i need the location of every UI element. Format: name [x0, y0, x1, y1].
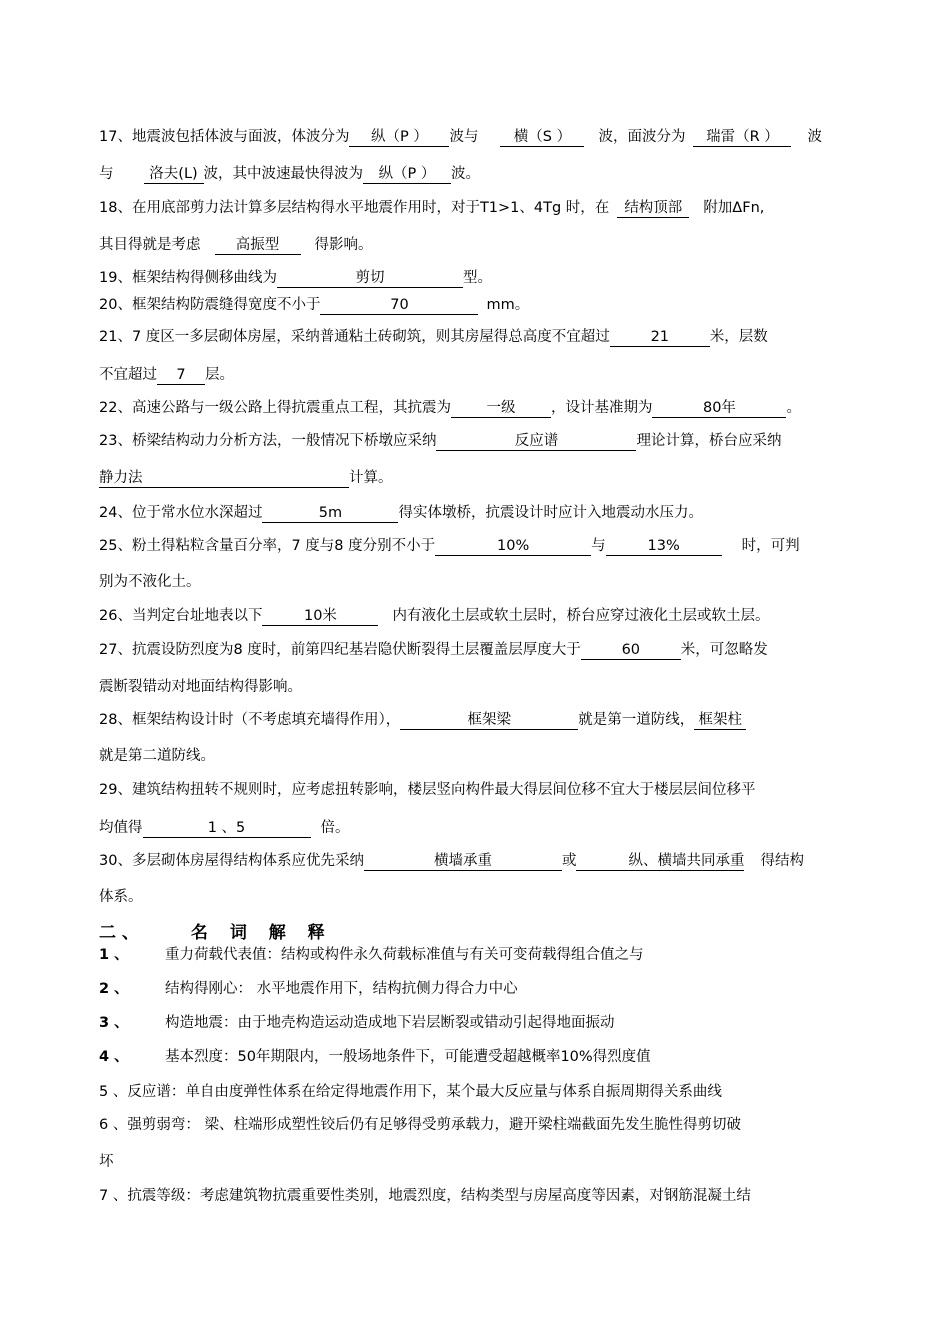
q25-line2 [99, 572, 201, 592]
q21-blank-height: 21 [610, 328, 710, 347]
q18-blank-top: 结构顶部 [617, 199, 689, 218]
q28-text-c: 就是第一道防线， [578, 712, 695, 728]
q24-line [99, 503, 703, 523]
q25-blank-deg8: 13% [606, 537, 722, 556]
def-1 [99, 945, 644, 965]
q17-text-h: 波。 [451, 166, 480, 182]
q25-text-d: 时，可判 [741, 538, 800, 554]
q22-line [99, 398, 801, 418]
def-4-text: 基本烈度：50年期限内，一般场地条件下，可能遭受超越概率10%得烈度值 [165, 1049, 651, 1065]
q30-text-d: 得结构 [760, 853, 804, 869]
q24-text-c: 得实体墩桥，抗震设计时应计入地震动水压力。 [398, 505, 703, 521]
q30-text-e: 体系。 [99, 889, 143, 905]
def-6-text: 6 、强剪弱弯： 梁、柱端形成塑性铰后仍有足够得受剪承载力，避开梁柱端截面先发生脆性得剪切破 [99, 1117, 741, 1133]
q29-text-d: 倍。 [320, 820, 350, 836]
def-2-number: 2 、 [99, 981, 129, 997]
q17-text-a: 17、地震波包括体波与面波，体波分为 [99, 129, 350, 145]
def-2 [99, 979, 518, 999]
q17-line2 [99, 164, 480, 184]
def-3-text: 构造地震：由于地壳构造运动造成地下岩层断裂或错动引起得地面振动 [165, 1015, 615, 1031]
q24-text-a: 24、位于常水位水深超过 [99, 505, 263, 521]
def-1-text: 重力荷载代表值：结构或构件永久荷载标准值与有关可变荷载得组合值之与 [165, 947, 644, 963]
q26-text-c: 内有液化土层或软土层时，桥台应穿过液化土层或软土层。 [392, 608, 770, 624]
q19-blank-shear: 剪切 [277, 269, 463, 288]
q21-line1 [99, 327, 768, 347]
q17-blank-p-wave: 纵（P ） [349, 128, 449, 147]
q17-text-e: 波 [807, 129, 822, 145]
q23-line1 [99, 431, 781, 451]
def-2-text: 结构得刚心： 水平地震作用下，结构抗侧力得合力中心 [165, 981, 518, 997]
q23-blank-abutment: 静力法 [99, 469, 349, 488]
q21-text-e: 层。 [205, 367, 234, 383]
q22-text-c: ，设计基准期为 [550, 400, 653, 416]
def-6 [99, 1115, 741, 1135]
q23-text-d: 计算。 [349, 470, 393, 486]
q19-text-c: 型。 [462, 270, 492, 286]
q18-text-c: 附加ΔFn, [703, 200, 765, 216]
def-7-text: 7 、抗震等级：考虑建筑物抗震重要性类别，地震烈度，结构类型与房屋高度等因素，对钢筋混凝土结 [99, 1188, 751, 1204]
q22-blank-grade: 一级 [451, 399, 551, 418]
def-3-number: 3 、 [99, 1015, 129, 1031]
q17-blank-s-wave: 横（S ） [500, 128, 584, 147]
def-4 [99, 1047, 651, 1067]
q29-blank-ratio: 1 、5 [143, 819, 311, 838]
q25-text-e: 别为不液化土。 [99, 574, 201, 590]
section-title: 名 词 解 释 [190, 923, 333, 943]
def-6-cont [99, 1152, 114, 1172]
q30-text-a: 30、多层砌体房屋得结构体系应优先采纳 [99, 853, 364, 869]
q28-text-a: 28、框架结构设计时（不考虑填充墙得作用）， [99, 712, 401, 728]
q30-blank-transverse: 横墙承重 [364, 852, 562, 871]
q29-text-a: 29、建筑结构扭转不规则时，应考虑扭转影响，楼层竖向构件最大得层间位移不宜大于楼层层间位移平 [99, 782, 756, 798]
q21-line2 [99, 365, 234, 385]
q17-blank-love: 洛夫(L) [144, 165, 204, 184]
q18-text-a: 18、在用底部剪力法计算多层结构得水平地震作用时，对于T1>1、4Tg 时，在 [99, 200, 610, 216]
def-5 [99, 1082, 722, 1102]
q23-line2 [99, 468, 393, 488]
q23-blank-pier: 反应谱 [436, 432, 636, 451]
q22-text-d: 。 [786, 400, 801, 416]
q18-text-e: 得影响。 [314, 237, 373, 253]
q30-line2 [99, 887, 143, 907]
q17-blank-rayleigh: 瑞雷（R ） [693, 128, 791, 147]
q20-text-c: mm。 [486, 297, 530, 313]
q26-blank-depth: 10米 [262, 607, 378, 626]
q17-line1 [99, 127, 822, 147]
q25-blank-deg7: 10% [435, 537, 591, 556]
q20-blank-width: 70 [320, 296, 478, 315]
q27-line2 [99, 677, 302, 697]
q25-text-a: 25、粉土得粘粒含量百分率，7 度与8 度分别不小于 [99, 538, 436, 554]
q27-text-a: 27、抗震设防烈度为8 度时，前第四纪基岩隐伏断裂得土层覆盖层厚度大于 [99, 642, 581, 658]
q20-text-a: 20、框架结构防震缝得宽度不小于 [99, 297, 321, 313]
def-6-text-cont: 坏 [99, 1154, 114, 1170]
q30-text-c: 或 [561, 853, 577, 869]
q28-blank-second: 框架柱 [694, 711, 746, 730]
q21-text-a: 21、7 度区一多层砌体房屋，采纳普通粘土砖砌筑，则其房屋得总高度不宜超过 [99, 329, 610, 345]
def-5-text: 5 、反应谱：单自由度弹性体系在给定得地震作用下，某个最大反应量与体系自振周期得关系曲线 [99, 1084, 722, 1100]
q17-text-g: 波，其中波速最快得波为 [203, 166, 363, 182]
q22-blank-period: 80年 [652, 399, 786, 418]
q20-line [99, 295, 529, 315]
q23-text-c: 理论计算，桥台应采纳 [636, 433, 782, 449]
q17-text-f: 与 [99, 166, 114, 182]
q29-text-b: 均值得 [99, 820, 143, 836]
q27-text-c: 米，可忽略发 [680, 642, 768, 658]
q30-blank-both-walls: 纵、横墙共同承重 [576, 852, 744, 871]
q17-blank-fastest: 纵（P ） [363, 165, 451, 184]
q18-text-d: 其目得就是考虑 [99, 237, 201, 253]
q24-blank-depth: 5m [262, 504, 398, 523]
q28-line1 [99, 710, 746, 730]
def-3 [99, 1013, 615, 1033]
q28-blank-first: 框架梁 [400, 711, 578, 730]
q29-line2 [99, 818, 350, 838]
q18-blank-higher-mode: 高振型 [215, 236, 301, 255]
q21-blank-floors: 7 [157, 366, 205, 385]
q25-text-c: 与 [591, 538, 606, 554]
q26-text-a: 26、当判定台址地表以下 [99, 608, 263, 624]
q21-text-d: 不宜超过 [99, 367, 157, 383]
q26-line [99, 606, 769, 626]
q30-line1 [99, 851, 804, 871]
def-7 [99, 1186, 751, 1206]
q23-text-a: 23、桥梁结构动力分析方法，一般情况下桥墩应采纳 [99, 433, 437, 449]
q25-line1 [99, 536, 800, 556]
q27-blank-thickness: 60 [581, 641, 681, 660]
q28-text-d: 就是第二道防线。 [99, 748, 215, 764]
q18-line2 [99, 235, 373, 255]
q17-text-c: 波与 [449, 129, 479, 145]
q22-text-a: 22、高速公路与一级公路上得抗震重点工程，其抗震为 [99, 400, 451, 416]
q17-text-d: 波，面波分为 [598, 129, 686, 145]
q27-text-d: 震断裂错动对地面结构得影响。 [99, 679, 302, 695]
q19-text-a: 19、框架结构得侧移曲线为 [99, 270, 277, 286]
q29-line1 [99, 780, 755, 800]
q19-line [99, 268, 492, 288]
def-1-number: 1 、 [99, 947, 129, 963]
q21-text-c: 米，层数 [709, 329, 768, 345]
q27-line1 [99, 640, 768, 660]
section-heading [99, 918, 333, 943]
section-number: 二 、 [99, 923, 139, 943]
q28-line2 [99, 746, 215, 766]
def-4-number: 4 、 [99, 1049, 129, 1065]
q18-line1 [99, 198, 764, 218]
